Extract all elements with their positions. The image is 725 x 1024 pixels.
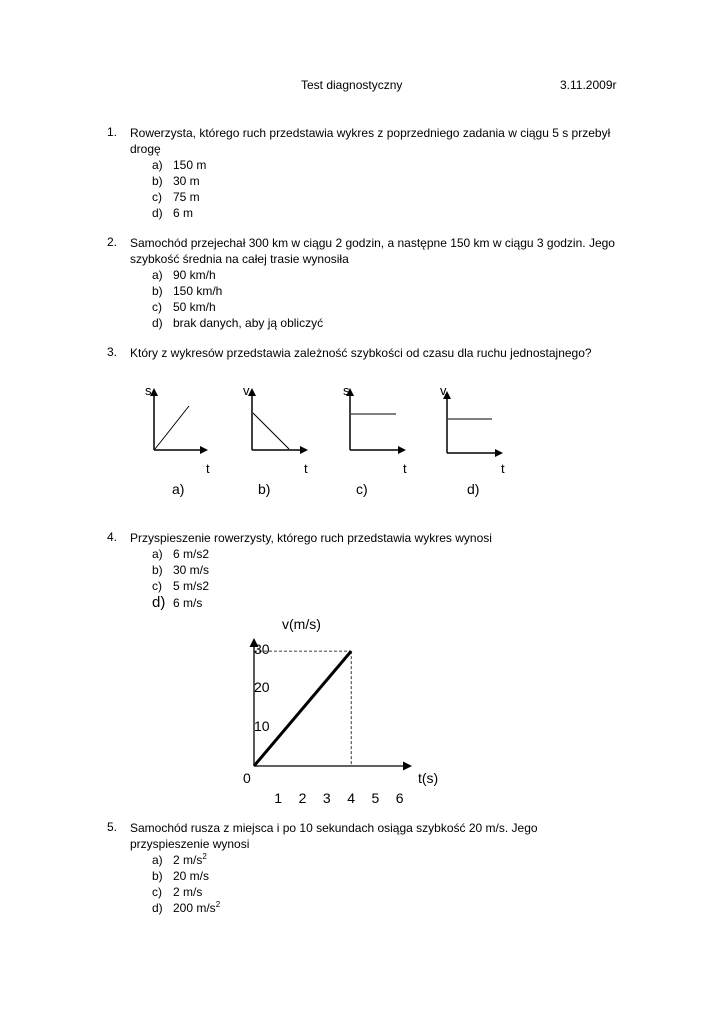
x-tick-label: 4 (347, 790, 355, 806)
option-letter: a) (152, 158, 163, 172)
x-tick-label: 3 (322, 790, 331, 806)
graph-a-x-label: t (206, 461, 210, 476)
option-letter: b) (152, 563, 163, 577)
question-5-option-b (152, 868, 209, 884)
question-2-number: 2. (107, 235, 118, 249)
option-text: 50 km/h (173, 300, 216, 314)
option-text: 90 km/h (173, 268, 216, 282)
x-tick-label: 5 (371, 790, 380, 806)
question-1-option-c (152, 189, 200, 205)
question-2-option-d (152, 315, 323, 331)
option-text: 75 m (173, 190, 200, 204)
question-5-text: Samochód rusza z miejsca i po 10 sekundach osiąga szybkość 20 m/s. Jego przyspieszenie wynosi (130, 821, 538, 851)
x-tick-label: 2 (298, 790, 307, 806)
option-letter: a) (152, 547, 163, 561)
option-letter: a) (152, 268, 163, 282)
option-text: 6 m/s2 (173, 547, 210, 561)
graph-b-y-label: v (243, 383, 250, 398)
graph-b-caption: b) (258, 481, 271, 497)
option-letter: d) (152, 594, 166, 611)
x-tick-label: 1 (274, 790, 283, 806)
question-1-option-b (152, 173, 200, 189)
origin-label: 0 (243, 770, 251, 786)
question-5-option-c (152, 884, 202, 900)
option-letter: d) (152, 901, 163, 915)
option-superscript: 2 (202, 852, 207, 861)
question-1-text: Rowerzysta, którego ruch przedstawia wykres z poprzedniego zadania w ciągu 5 s przebył drogę (130, 126, 611, 156)
y-tick-label: 10 (254, 717, 270, 734)
option-text: 30 m/s (173, 563, 210, 577)
x-tick-label: 6 (395, 790, 404, 806)
graph-d-y-label: v (440, 383, 447, 398)
question-5-option-d (152, 900, 220, 916)
graph-c (350, 390, 404, 450)
graph-b-x-label: t (304, 461, 308, 476)
option-letter: c) (152, 190, 162, 204)
question-4-number: 4. (107, 530, 118, 544)
graph-c-caption: c) (356, 481, 368, 497)
question-1-number: 1. (107, 125, 118, 139)
graph-b (252, 390, 306, 450)
option-letter: b) (152, 869, 163, 883)
graph-d-caption: d) (467, 481, 480, 497)
question-3-text: Który z wykresów przedstawia zależność szybkości od czasu dla ruchu jednostajnego? (130, 346, 592, 360)
question-4-text: Przyspieszenie rowerzysty, którego ruch przedstawia wykres wynosi (130, 531, 492, 545)
question-1-option-a (152, 157, 206, 173)
graph-a-line (155, 406, 189, 449)
y-axis-label: v(m/s) (282, 616, 321, 632)
graph-a-caption: a) (172, 481, 185, 497)
question-4-option-d (152, 595, 202, 611)
y-tick-label: 20 (254, 679, 270, 696)
graph-a-y-label: s (145, 383, 152, 398)
question-4-option-c (152, 578, 209, 594)
option-text: 150 km/h (173, 284, 223, 298)
graph-a (154, 390, 206, 450)
option-text: 20 m/s (173, 869, 210, 883)
option-letter: c) (152, 885, 162, 899)
option-superscript: 2 (215, 900, 221, 909)
graph-d (447, 393, 501, 453)
option-text: 2 m/s (173, 853, 203, 867)
question-2-option-a (152, 267, 216, 283)
test-date: 3.11.2009r (560, 78, 617, 92)
series-line (254, 651, 351, 766)
option-letter: b) (152, 174, 163, 188)
graph-d-x-label: t (501, 461, 505, 476)
graph-c-y-label: s (343, 383, 350, 398)
option-letter: c) (152, 579, 162, 593)
question-5-option-a (152, 852, 207, 868)
option-letter: d) (152, 316, 163, 330)
graph-b-line (253, 413, 289, 449)
option-letter: a) (152, 853, 163, 867)
option-letter: d) (152, 206, 163, 220)
question-3-number: 3. (107, 345, 118, 359)
question-1-option-d (152, 205, 193, 221)
y-tick-label: 30 (254, 641, 270, 658)
option-letter: c) (152, 300, 162, 314)
option-text: brak danych, aby ją obliczyć (173, 316, 324, 330)
question-4-option-a (152, 546, 209, 562)
graph-c-x-label: t (403, 461, 407, 476)
x-axis-label: t(s) (418, 770, 439, 786)
question-5-number: 5. (107, 820, 118, 834)
question-4-option-b (152, 562, 209, 578)
option-text: 200 m/s (173, 901, 216, 915)
option-text: 6 m/s (173, 596, 203, 610)
option-letter: b) (152, 284, 163, 298)
question-2-text: Samochód przejechał 300 km w ciągu 2 godzin, a następne 150 km w ciągu 3 godzin. Jego szybkość średnia na całej trasie wynosiła (130, 236, 615, 266)
page-title: Test diagnostyczny (301, 78, 403, 92)
option-text: 30 m (173, 174, 200, 188)
question-2-option-b (152, 283, 222, 299)
option-text: 5 m/s2 (173, 579, 210, 593)
option-text: 150 m (173, 158, 207, 172)
option-text: 6 m (173, 206, 194, 220)
question-2-option-c (152, 299, 216, 315)
option-text: 2 m/s (173, 885, 203, 899)
